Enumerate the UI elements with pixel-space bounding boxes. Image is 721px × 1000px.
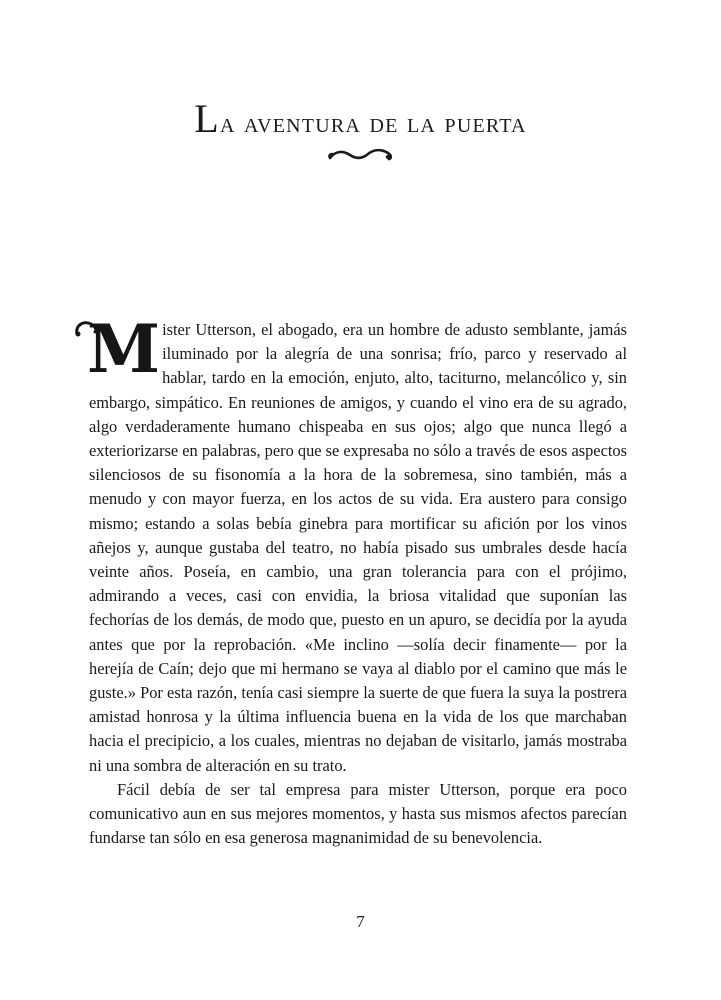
paragraph-1-text: ister Utterson, el abogado, era un hombre de adusto semblante, jamás iluminado por la alegría de una sonrisa; frío, parco y reservado al hablar, tardo en la emoción, enjuto, alto, taciturno, melancólico y, sin embargo, simpático. En reuniones de amigos, y cuando el vino era de su agrado, algo verdaderamente humano chispeaba en sus ojos; algo que nunca llegó a exteriorizarse en palabras, pero que se expresaba no sólo a través de esos aspectos silenciosos de su fisonomía a la hora de la sobremesa, sino también, más a menudo y con mayor fuerza, en los actos de su vida. Era austero para consigo mismo; estando a solas bebía ginebra para mortificar su afición por los vinos añejos y, aunque gustaba del teatro, no había pisado sus umbrales desde hacía veinte años. Poseía, en cambio, una gran tolerancia para con el prójimo, admirando a veces, casi con envidia, la briosa vitalidad que suponían las fechorías de los demás, de modo que, puesto en un apuro, se decidía por la ayuda antes que por la reprobación. «Me inclino —solía decir finamente— por la herejía de Caín; dejo que mi hermano se vaya al diablo por el camino que más le guste.» Por esta razón, tenía casi siempre la suerte de que fuera la suya la postrera amistad honrosa y la última influencia buena en la vida de los que marchaban hacia el precipicio, a los cuales, mientras no dejaban de visitarlo, jamás mostraba ni una sombra de alteración en su trato.	[89, 320, 627, 775]
paragraph-2: Fácil debía de ser tal empresa para mister Utterson, porque era poco comunicativo aun en sus mejores momentos, y hasta sus mismos afectos parecían fundarse tan sólo en esa generosa magnanimidad de su benevolencia.	[89, 779, 627, 848]
paragraph-1	[87, 310, 627, 778]
chapter-title	[0, 95, 721, 142]
chapter-title-rest: a aventura de la puerta	[219, 107, 527, 139]
drop-cap-swash-icon	[73, 316, 113, 338]
drop-cap	[87, 310, 161, 388]
drop-cap-letter: M	[87, 310, 161, 388]
page-number: 7	[356, 912, 365, 931]
swash-ornament-icon	[326, 143, 396, 167]
chapter-body	[87, 310, 627, 850]
chapter-title-initial: L	[194, 96, 220, 141]
